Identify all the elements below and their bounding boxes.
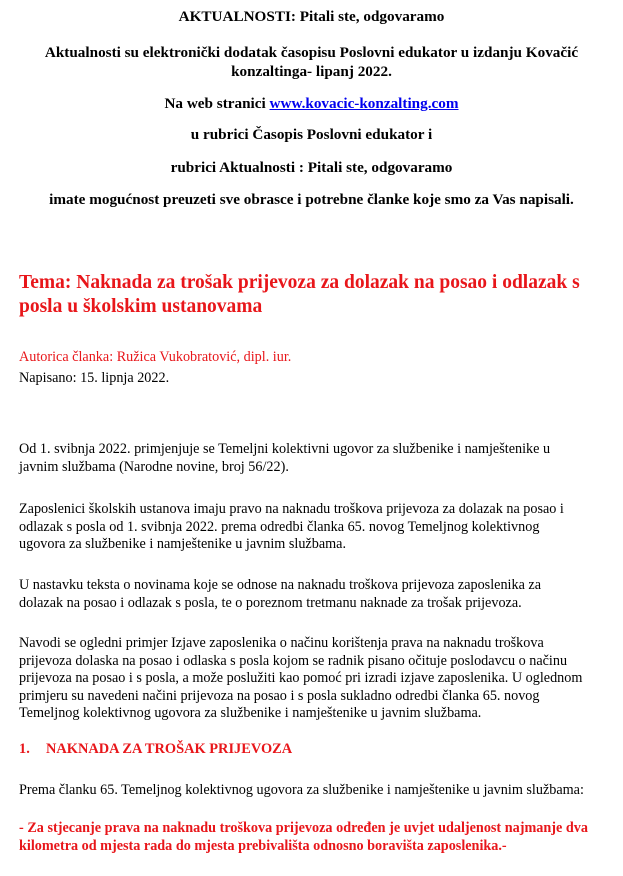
article-author: Autorica članka: Ružica Vukobratović, dipl. iur. <box>19 349 292 365</box>
section-1-title: NAKNADA ZA TROŠAK PRIJEVOZA <box>46 741 293 757</box>
article-title: Tema: Naknada za trošak prijevoza za dolazak na posao i odlazak s posla u školskim ustanovama <box>19 272 580 317</box>
paragraph-1: Od 1. svibnja 2022. primjenjuje se Temeljni kolektivni ugovor za službenike i namještenike u javnim službama (Narodne novine, broj 56/22). <box>19 441 551 475</box>
paragraph-4: Navodi se ogledni primjer Izjave zaposlenika o načinu korištenja prava na naknadu troškova prijevoza dolaska na posao i odlaska s posla kojom se radnik pisano očituje poslodavcu o načinu prijevoza na posao i s posla, a može poslužiti kao pomoć pri izradi izjave zaposlenika. U oglednom primjeru su navedeni načini prijevoza na posao i s posla sukladno odredbi članka 65. novog Temeljnog kolektivnog ugovora za službenike i namještenike u javnim službama. <box>19 635 583 721</box>
header-rubric-line-2: rubrici Aktualnosti : Pitali ste, odgovaramo <box>170 159 453 176</box>
section-1-number: 1. <box>19 741 30 757</box>
section-1-intro: Prema članku 65. Temeljnog kolektivnog ugovora za službenike i namještenike u javnim službama: <box>19 782 584 798</box>
paragraph-2: Zaposlenici školskih ustanova imaju pravo na naknadu troškova prijevoza za dolazak na posao i odlazak s posla od 1. svibnja 2022. prema odredbi članka 65. novog Temeljnog kolektivnog ugovora za službenike i namještenike u javnim službama. <box>19 501 564 552</box>
paragraph-3: U nastavku teksta o novinama koje se odnose na naknadu troškova prijevoza zaposlenika za dolazak na posao i odlazak s posla, te o poreznom tretmanu naknade za trošak prijevoza. <box>19 577 542 611</box>
header-intro: Aktualnosti su elektronički dodatak časopisu Poslovni edukator u izdanju Kovačić konzaltinga- lipanj 2022. <box>44 44 579 80</box>
header-rubric-line: u rubrici Časopis Poslovni edukator i <box>190 126 433 143</box>
section-1-heading <box>19 741 292 758</box>
website-prefix: Na web stranici <box>164 95 270 112</box>
section-1-quote: - Za stjecanje prava na naknadu troškova prijevoza određen je uvjet udaljenost najmanje dva kilometra od mjesta rada do mjesta prebivališta odnosno boravišta zaposlenika.- <box>19 820 588 854</box>
website-link[interactable]: www.kovacic-konzalting.com <box>269 95 459 112</box>
header-title: AKTUALNOSTI: Pitali ste, odgovaramo <box>178 8 445 25</box>
header-download-line: imate mogućnost preuzeti sve obrasce i potrebne članke koje smo za Vas napisali. <box>49 191 574 208</box>
header-website-line <box>14 94 609 113</box>
article-date: Napisano: 15. lipnja 2022. <box>19 370 170 386</box>
